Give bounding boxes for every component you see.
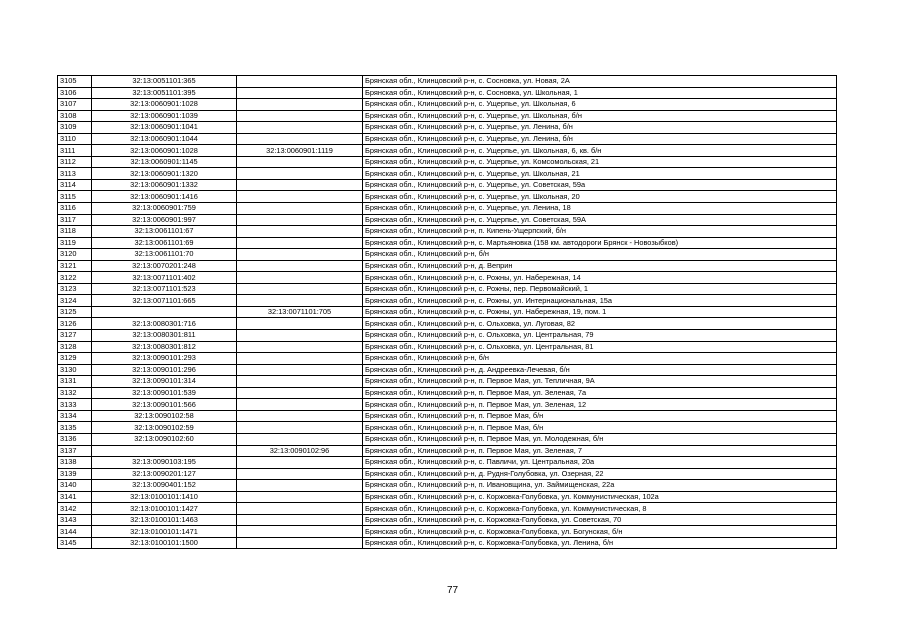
parent-cadastral-number-cell bbox=[237, 99, 363, 111]
page-number: 77 bbox=[446, 585, 459, 596]
row-number-cell: 3108 bbox=[58, 110, 92, 122]
table-row bbox=[58, 110, 837, 122]
parent-cadastral-number-cell bbox=[237, 341, 363, 353]
table-row bbox=[58, 376, 837, 388]
table-row bbox=[58, 433, 837, 445]
cadastral-number-cell: 32:13:0061101:67 bbox=[92, 226, 237, 238]
parent-cadastral-number-cell: 32:13:0060901:1119 bbox=[237, 145, 363, 157]
table-row bbox=[58, 318, 837, 330]
table-row bbox=[58, 457, 837, 469]
cadastral-number-cell: 32:13:0061101:69 bbox=[92, 237, 237, 249]
table-row bbox=[58, 272, 837, 284]
parent-cadastral-number-cell bbox=[237, 156, 363, 168]
row-number-cell: 3122 bbox=[58, 272, 92, 284]
row-number-cell: 3116 bbox=[58, 203, 92, 215]
parent-cadastral-number-cell bbox=[237, 122, 363, 134]
address-cell: Брянская обл., Клинцовский р-н, с. Ольховка, ул. Луговая, 82 bbox=[363, 318, 837, 330]
cadastral-number-cell: 32:13:0100101:1471 bbox=[92, 526, 237, 538]
address-cell: Брянская обл., Клинцовский р-н, с. Ущерпье, ул. Комсомольская, 21 bbox=[363, 156, 837, 168]
table-row bbox=[58, 445, 837, 457]
address-cell: Брянская обл., Клинцовский р-н, с. Рожны, пер. Первомайский, 1 bbox=[363, 283, 837, 295]
row-number-cell: 3133 bbox=[58, 399, 92, 411]
row-number-cell: 3120 bbox=[58, 249, 92, 261]
row-number-cell: 3114 bbox=[58, 179, 92, 191]
address-cell: Брянская обл., Клинцовский р-н, с. Ущерпье, ул. Ленина, 18 bbox=[363, 203, 837, 215]
cadastral-number-cell: 32:13:0090101:566 bbox=[92, 399, 237, 411]
row-number-cell: 3137 bbox=[58, 445, 92, 457]
table-row bbox=[58, 410, 837, 422]
cadastral-number-cell: 32:13:0071101:523 bbox=[92, 283, 237, 295]
row-number-cell: 3128 bbox=[58, 341, 92, 353]
address-cell: Брянская обл., Клинцовский р-н, с. Коржовка-Голубовка, ул. Коммунистическая, 102а bbox=[363, 491, 837, 503]
cadastral-number-cell: 32:13:0090101:296 bbox=[92, 364, 237, 376]
row-number-cell: 3141 bbox=[58, 491, 92, 503]
row-number-cell: 3124 bbox=[58, 295, 92, 307]
parent-cadastral-number-cell bbox=[237, 526, 363, 538]
cadastral-number-cell: 32:13:0090103:195 bbox=[92, 457, 237, 469]
address-cell: Брянская обл., Клинцовский р-н, с. Сосновка, ул. Новая, 2А bbox=[363, 76, 837, 88]
parent-cadastral-number-cell bbox=[237, 330, 363, 342]
cadastral-number-cell: 32:13:0060901:1028 bbox=[92, 99, 237, 111]
table-row bbox=[58, 283, 837, 295]
table-row bbox=[58, 260, 837, 272]
table-row bbox=[58, 203, 837, 215]
table-row bbox=[58, 468, 837, 480]
cadastral-number-cell: 32:13:0090101:293 bbox=[92, 353, 237, 365]
parent-cadastral-number-cell bbox=[237, 226, 363, 238]
table-row bbox=[58, 76, 837, 88]
parent-cadastral-number-cell bbox=[237, 537, 363, 549]
address-cell: Брянская обл., Клинцовский р-н, с. Ущерпье, ул. Школьная, 21 bbox=[363, 168, 837, 180]
address-cell: Брянская обл., Клинцовский р-н, п. Первое Мая, ул. Молодежная, б/н bbox=[363, 433, 837, 445]
table-row bbox=[58, 122, 837, 134]
table-row bbox=[58, 387, 837, 399]
address-cell: Брянская обл., Клинцовский р-н, д. Рудня-Голубовка, ул. Озерная, 22 bbox=[363, 468, 837, 480]
parent-cadastral-number-cell bbox=[237, 191, 363, 203]
address-cell: Брянская обл., Клинцовский р-н, с. Ущерпье, ул. Школьная, 20 bbox=[363, 191, 837, 203]
address-cell: Брянская обл., Клинцовский р-н, п. Кипень-Ущерпский, б/н bbox=[363, 226, 837, 238]
address-cell: Брянская обл., Клинцовский р-н, с. Ущерпье, ул. Школьная, 6 bbox=[363, 99, 837, 111]
table-row bbox=[58, 364, 837, 376]
address-cell: Брянская обл., Клинцовский р-н, с. Ущерпье, ул. Школьная, б/н bbox=[363, 110, 837, 122]
parent-cadastral-number-cell bbox=[237, 237, 363, 249]
row-number-cell: 3144 bbox=[58, 526, 92, 538]
cadastral-number-cell: 32:13:0051101:365 bbox=[92, 76, 237, 88]
row-number-cell: 3113 bbox=[58, 168, 92, 180]
row-number-cell: 3111 bbox=[58, 145, 92, 157]
cadastral-number-cell: 32:13:0090102:60 bbox=[92, 433, 237, 445]
table-row bbox=[58, 133, 837, 145]
address-cell: Брянская обл., Клинцовский р-н, с. Павличи, ул. Центральная, 20а bbox=[363, 457, 837, 469]
row-number-cell: 3143 bbox=[58, 514, 92, 526]
cadastral-number-cell: 32:13:0060901:1416 bbox=[92, 191, 237, 203]
cadastral-number-cell bbox=[92, 445, 237, 457]
cadastral-number-cell: 32:13:0071101:665 bbox=[92, 295, 237, 307]
parent-cadastral-number-cell bbox=[237, 214, 363, 226]
parent-cadastral-number-cell bbox=[237, 491, 363, 503]
address-cell: Брянская обл., Клинцовский р-н, д. Андреевка-Лечевая, б/н bbox=[363, 364, 837, 376]
table-row bbox=[58, 330, 837, 342]
parent-cadastral-number-cell bbox=[237, 353, 363, 365]
row-number-cell: 3132 bbox=[58, 387, 92, 399]
table-row bbox=[58, 480, 837, 492]
parent-cadastral-number-cell bbox=[237, 179, 363, 191]
address-cell: Брянская обл., Клинцовский р-н, с. Рожны, ул. Интернациональная, 15а bbox=[363, 295, 837, 307]
table-row bbox=[58, 179, 837, 191]
table-row bbox=[58, 214, 837, 226]
row-number-cell: 3107 bbox=[58, 99, 92, 111]
table-row bbox=[58, 145, 837, 157]
parent-cadastral-number-cell bbox=[237, 283, 363, 295]
parent-cadastral-number-cell bbox=[237, 457, 363, 469]
parent-cadastral-number-cell bbox=[237, 76, 363, 88]
row-number-cell: 3134 bbox=[58, 410, 92, 422]
address-cell: Брянская обл., Клинцовский р-н, с. Коржовка-Голубовка, ул. Ленина, б/н bbox=[363, 537, 837, 549]
address-cell: Брянская обл., Клинцовский р-н, д. Веприн bbox=[363, 260, 837, 272]
cadastral-number-cell: 32:13:0060901:1028 bbox=[92, 145, 237, 157]
address-cell: Брянская обл., Клинцовский р-н, п. Первое Мая, ул. Зеленая, 7 bbox=[363, 445, 837, 457]
address-cell: Брянская обл., Клинцовский р-н, с. Коржовка-Голубовка, ул. Коммунистическая, 8 bbox=[363, 503, 837, 515]
address-cell: Брянская обл., Клинцовский р-н, б/н bbox=[363, 249, 837, 261]
address-cell: Брянская обл., Клинцовский р-н, с. Рожны, ул. Набережная, 19, пом. 1 bbox=[363, 306, 837, 318]
parent-cadastral-number-cell bbox=[237, 110, 363, 122]
row-number-cell: 3109 bbox=[58, 122, 92, 134]
row-number-cell: 3123 bbox=[58, 283, 92, 295]
table-row bbox=[58, 341, 837, 353]
parent-cadastral-number-cell bbox=[237, 272, 363, 284]
parent-cadastral-number-cell bbox=[237, 133, 363, 145]
cadastral-number-cell: 32:13:0060901:1044 bbox=[92, 133, 237, 145]
row-number-cell: 3105 bbox=[58, 76, 92, 88]
address-cell: Брянская обл., Клинцовский р-н, п. Первое Мая, ул. Зеленая, 7а bbox=[363, 387, 837, 399]
cadastral-number-cell: 32:13:0060901:759 bbox=[92, 203, 237, 215]
address-cell: Брянская обл., Клинцовский р-н, с. Ущерпье, ул. Советская, 59а bbox=[363, 179, 837, 191]
cadastral-number-cell: 32:13:0080301:812 bbox=[92, 341, 237, 353]
table-row bbox=[58, 168, 837, 180]
parent-cadastral-number-cell bbox=[237, 295, 363, 307]
table-row bbox=[58, 526, 837, 538]
address-cell: Брянская обл., Клинцовский р-н, с. Коржовка-Голубовка, ул. Советская, 70 bbox=[363, 514, 837, 526]
address-cell: Брянская обл., Клинцовский р-н, п. Первое Мая, б/н bbox=[363, 410, 837, 422]
cadastral-number-cell: 32:13:0090101:539 bbox=[92, 387, 237, 399]
cadastral-number-cell: 32:13:0090201:127 bbox=[92, 468, 237, 480]
cadastral-number-cell: 32:13:0100101:1427 bbox=[92, 503, 237, 515]
row-number-cell: 3121 bbox=[58, 260, 92, 272]
parent-cadastral-number-cell bbox=[237, 422, 363, 434]
address-cell: Брянская обл., Клинцовский р-н, с. Ущерпье, ул. Школьная, 6, кв. б/н bbox=[363, 145, 837, 157]
row-number-cell: 3110 bbox=[58, 133, 92, 145]
cadastral-number-cell: 32:13:0060901:1320 bbox=[92, 168, 237, 180]
address-cell: Брянская обл., Клинцовский р-н, с. Мартьяновка (158 км. автодороги Брянск - Новозыбков) bbox=[363, 237, 837, 249]
table-row bbox=[58, 99, 837, 111]
cadastral-number-cell: 32:13:0060901:997 bbox=[92, 214, 237, 226]
cadastral-number-cell: 32:13:0090102:58 bbox=[92, 410, 237, 422]
table-body bbox=[58, 76, 837, 549]
parent-cadastral-number-cell bbox=[237, 433, 363, 445]
parent-cadastral-number-cell bbox=[237, 468, 363, 480]
address-cell: Брянская обл., Клинцовский р-н, п. Первое Мая, ул. Зеленая, 12 bbox=[363, 399, 837, 411]
row-number-cell: 3125 bbox=[58, 306, 92, 318]
row-number-cell: 3142 bbox=[58, 503, 92, 515]
row-number-cell: 3140 bbox=[58, 480, 92, 492]
parent-cadastral-number-cell bbox=[237, 168, 363, 180]
parent-cadastral-number-cell: 32:13:0090102:96 bbox=[237, 445, 363, 457]
row-number-cell: 3138 bbox=[58, 457, 92, 469]
row-number-cell: 3145 bbox=[58, 537, 92, 549]
address-cell: Брянская обл., Клинцовский р-н, с. Ущерпье, ул. Ленина, б/н bbox=[363, 133, 837, 145]
address-cell: Брянская обл., Клинцовский р-н, с. Ольховка, ул. Центральная, 79 bbox=[363, 330, 837, 342]
table-row bbox=[58, 156, 837, 168]
row-number-cell: 3139 bbox=[58, 468, 92, 480]
address-cell: Брянская обл., Клинцовский р-н, с. Сосновка, ул. Школьная, 1 bbox=[363, 87, 837, 99]
parent-cadastral-number-cell bbox=[237, 249, 363, 261]
cadastral-number-cell: 32:13:0060901:1039 bbox=[92, 110, 237, 122]
address-cell: Брянская обл., Клинцовский р-н, с. Коржовка-Голубовка, ул. Богунская, б/н bbox=[363, 526, 837, 538]
row-number-cell: 3119 bbox=[58, 237, 92, 249]
cadastral-number-cell: 32:13:0100101:1463 bbox=[92, 514, 237, 526]
table-row bbox=[58, 237, 837, 249]
cadastral-number-cell: 32:13:0061101:70 bbox=[92, 249, 237, 261]
parent-cadastral-number-cell bbox=[237, 376, 363, 388]
row-number-cell: 3136 bbox=[58, 433, 92, 445]
address-cell: Брянская обл., Клинцовский р-н, б/н bbox=[363, 353, 837, 365]
table-row bbox=[58, 226, 837, 238]
table-row bbox=[58, 537, 837, 549]
row-number-cell: 3126 bbox=[58, 318, 92, 330]
address-cell: Брянская обл., Клинцовский р-н, с. Ольховка, ул. Центральная, 81 bbox=[363, 341, 837, 353]
table-row bbox=[58, 399, 837, 411]
cadastral-number-cell: 32:13:0071101:402 bbox=[92, 272, 237, 284]
table-row bbox=[58, 514, 837, 526]
property-register-table bbox=[57, 75, 837, 549]
row-number-cell: 3106 bbox=[58, 87, 92, 99]
table-row bbox=[58, 503, 837, 515]
cadastral-number-cell: 32:13:0060901:1332 bbox=[92, 179, 237, 191]
row-number-cell: 3117 bbox=[58, 214, 92, 226]
parent-cadastral-number-cell bbox=[237, 503, 363, 515]
row-number-cell: 3118 bbox=[58, 226, 92, 238]
cadastral-number-cell: 32:13:0090401:152 bbox=[92, 480, 237, 492]
cadastral-number-cell: 32:13:0051101:395 bbox=[92, 87, 237, 99]
address-cell: Брянская обл., Клинцовский р-н, с. Ущерпье, ул. Советская, 59А bbox=[363, 214, 837, 226]
row-number-cell: 3130 bbox=[58, 364, 92, 376]
parent-cadastral-number-cell bbox=[237, 480, 363, 492]
address-cell: Брянская обл., Клинцовский р-н, п. Ивановщина, ул. Займищенская, 22а bbox=[363, 480, 837, 492]
address-cell: Брянская обл., Клинцовский р-н, п. Первое Мая, б/н bbox=[363, 422, 837, 434]
table-row bbox=[58, 422, 837, 434]
table-row bbox=[58, 306, 837, 318]
cadastral-number-cell: 32:13:0100101:1410 bbox=[92, 491, 237, 503]
row-number-cell: 3115 bbox=[58, 191, 92, 203]
parent-cadastral-number-cell bbox=[237, 203, 363, 215]
cadastral-number-cell bbox=[92, 306, 237, 318]
address-cell: Брянская обл., Клинцовский р-н, п. Первое Мая, ул. Тепличная, 9А bbox=[363, 376, 837, 388]
table-row bbox=[58, 191, 837, 203]
address-cell: Брянская обл., Клинцовский р-н, с. Рожны, ул. Набережная, 14 bbox=[363, 272, 837, 284]
row-number-cell: 3135 bbox=[58, 422, 92, 434]
parent-cadastral-number-cell bbox=[237, 260, 363, 272]
cadastral-number-cell: 32:13:0090101:314 bbox=[92, 376, 237, 388]
cadastral-number-cell: 32:13:0080301:716 bbox=[92, 318, 237, 330]
parent-cadastral-number-cell bbox=[237, 410, 363, 422]
parent-cadastral-number-cell bbox=[237, 318, 363, 330]
row-number-cell: 3129 bbox=[58, 353, 92, 365]
parent-cadastral-number-cell bbox=[237, 387, 363, 399]
parent-cadastral-number-cell: 32:13:0071101:705 bbox=[237, 306, 363, 318]
parent-cadastral-number-cell bbox=[237, 514, 363, 526]
cadastral-number-cell: 32:13:0090102:59 bbox=[92, 422, 237, 434]
parent-cadastral-number-cell bbox=[237, 399, 363, 411]
parent-cadastral-number-cell bbox=[237, 364, 363, 376]
table-row bbox=[58, 353, 837, 365]
row-number-cell: 3112 bbox=[58, 156, 92, 168]
table-row bbox=[58, 87, 837, 99]
cadastral-number-cell: 32:13:0080301:811 bbox=[92, 330, 237, 342]
cadastral-number-cell: 32:13:0100101:1500 bbox=[92, 537, 237, 549]
row-number-cell: 3127 bbox=[58, 330, 92, 342]
table-row bbox=[58, 249, 837, 261]
row-number-cell: 3131 bbox=[58, 376, 92, 388]
table-row bbox=[58, 491, 837, 503]
parent-cadastral-number-cell bbox=[237, 87, 363, 99]
cadastral-number-cell: 32:13:0060901:1145 bbox=[92, 156, 237, 168]
table-row bbox=[58, 295, 837, 307]
cadastral-number-cell: 32:13:0060901:1041 bbox=[92, 122, 237, 134]
cadastral-number-cell: 32:13:0070201:248 bbox=[92, 260, 237, 272]
address-cell: Брянская обл., Клинцовский р-н, с. Ущерпье, ул. Ленина, б/н bbox=[363, 122, 837, 134]
